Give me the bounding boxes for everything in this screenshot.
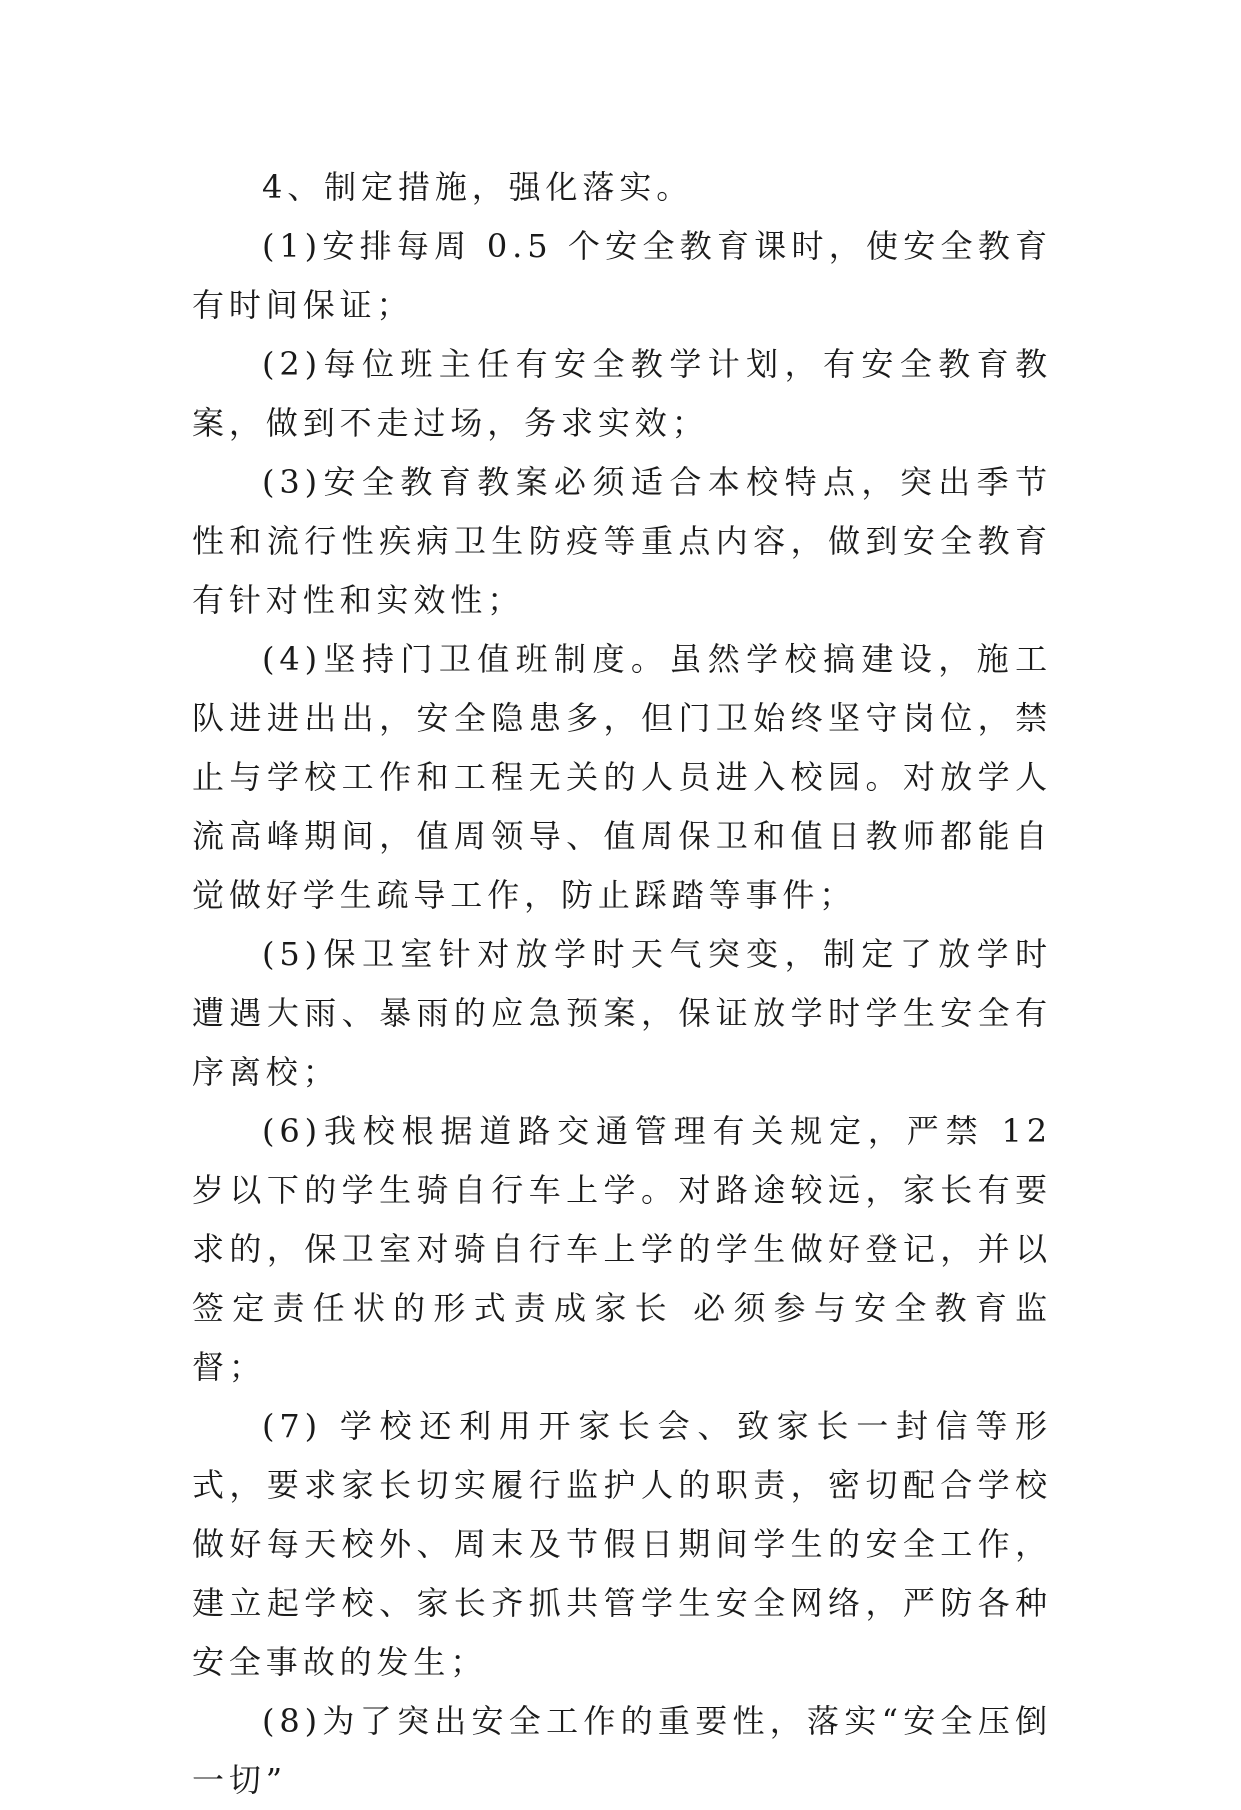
- paragraph-item-8: (8)为了突出安全工作的重要性，落实“安全压倒一切”: [192, 1702, 1052, 1799]
- paragraph-item-5: (5)保卫室针对放学时天气突变，制定了放学时遭遇大雨、暴雨的应急预案，保证放学时学生安全有序离校；: [192, 935, 1052, 1091]
- paragraph-item-7: (7) 学校还利用开家长会、致家长一封信等形式，要求家长切实履行监护人的职责，密切配合学校做好每天校外、周末及节假日期间学生的安全工作，建立起学校、家长齐抓共管学生安全网络，严防各种安全事故的发生；: [192, 1407, 1052, 1681]
- paragraph-item-3: (3)安全教育教案必须适合本校特点，突出季节性和流行性疾病卫生防疫等重点内容，做到安全教育有针对性和实效性；: [192, 463, 1052, 619]
- paragraph-item-2: (2)每位班主任有安全教学计划，有安全教育教案，做到不走过场，务求实效；: [192, 345, 1052, 442]
- document-body: [192, 158, 1052, 1810]
- paragraph-item-1: (1)安排每周 0.5 个安全教育课时，使安全教育有时间保证；: [192, 227, 1052, 324]
- paragraph-heading-measures: 4、制定措施，强化落实。: [262, 168, 694, 206]
- paragraph-item-4: (4)坚持门卫值班制度。虽然学校搞建设，施工队进进出出，安全隐患多，但门卫始终坚守岗位，禁止与学校工作和工程无关的人员进入校园。对放学人流高峰期间，值周领导、值周保卫和值日教师都能自觉做好学生疏导工作，防止踩踏等事件；: [192, 640, 1052, 914]
- paragraph-item-6: (6)我校根据道路交通管理有关规定，严禁 12 岁以下的学生骑自行车上学。对路途较远，家长有要求的，保卫室对骑自行车上学的学生做好登记，并以签定责任状的形式责成家长 必须参与安全教育监督；: [192, 1112, 1052, 1386]
